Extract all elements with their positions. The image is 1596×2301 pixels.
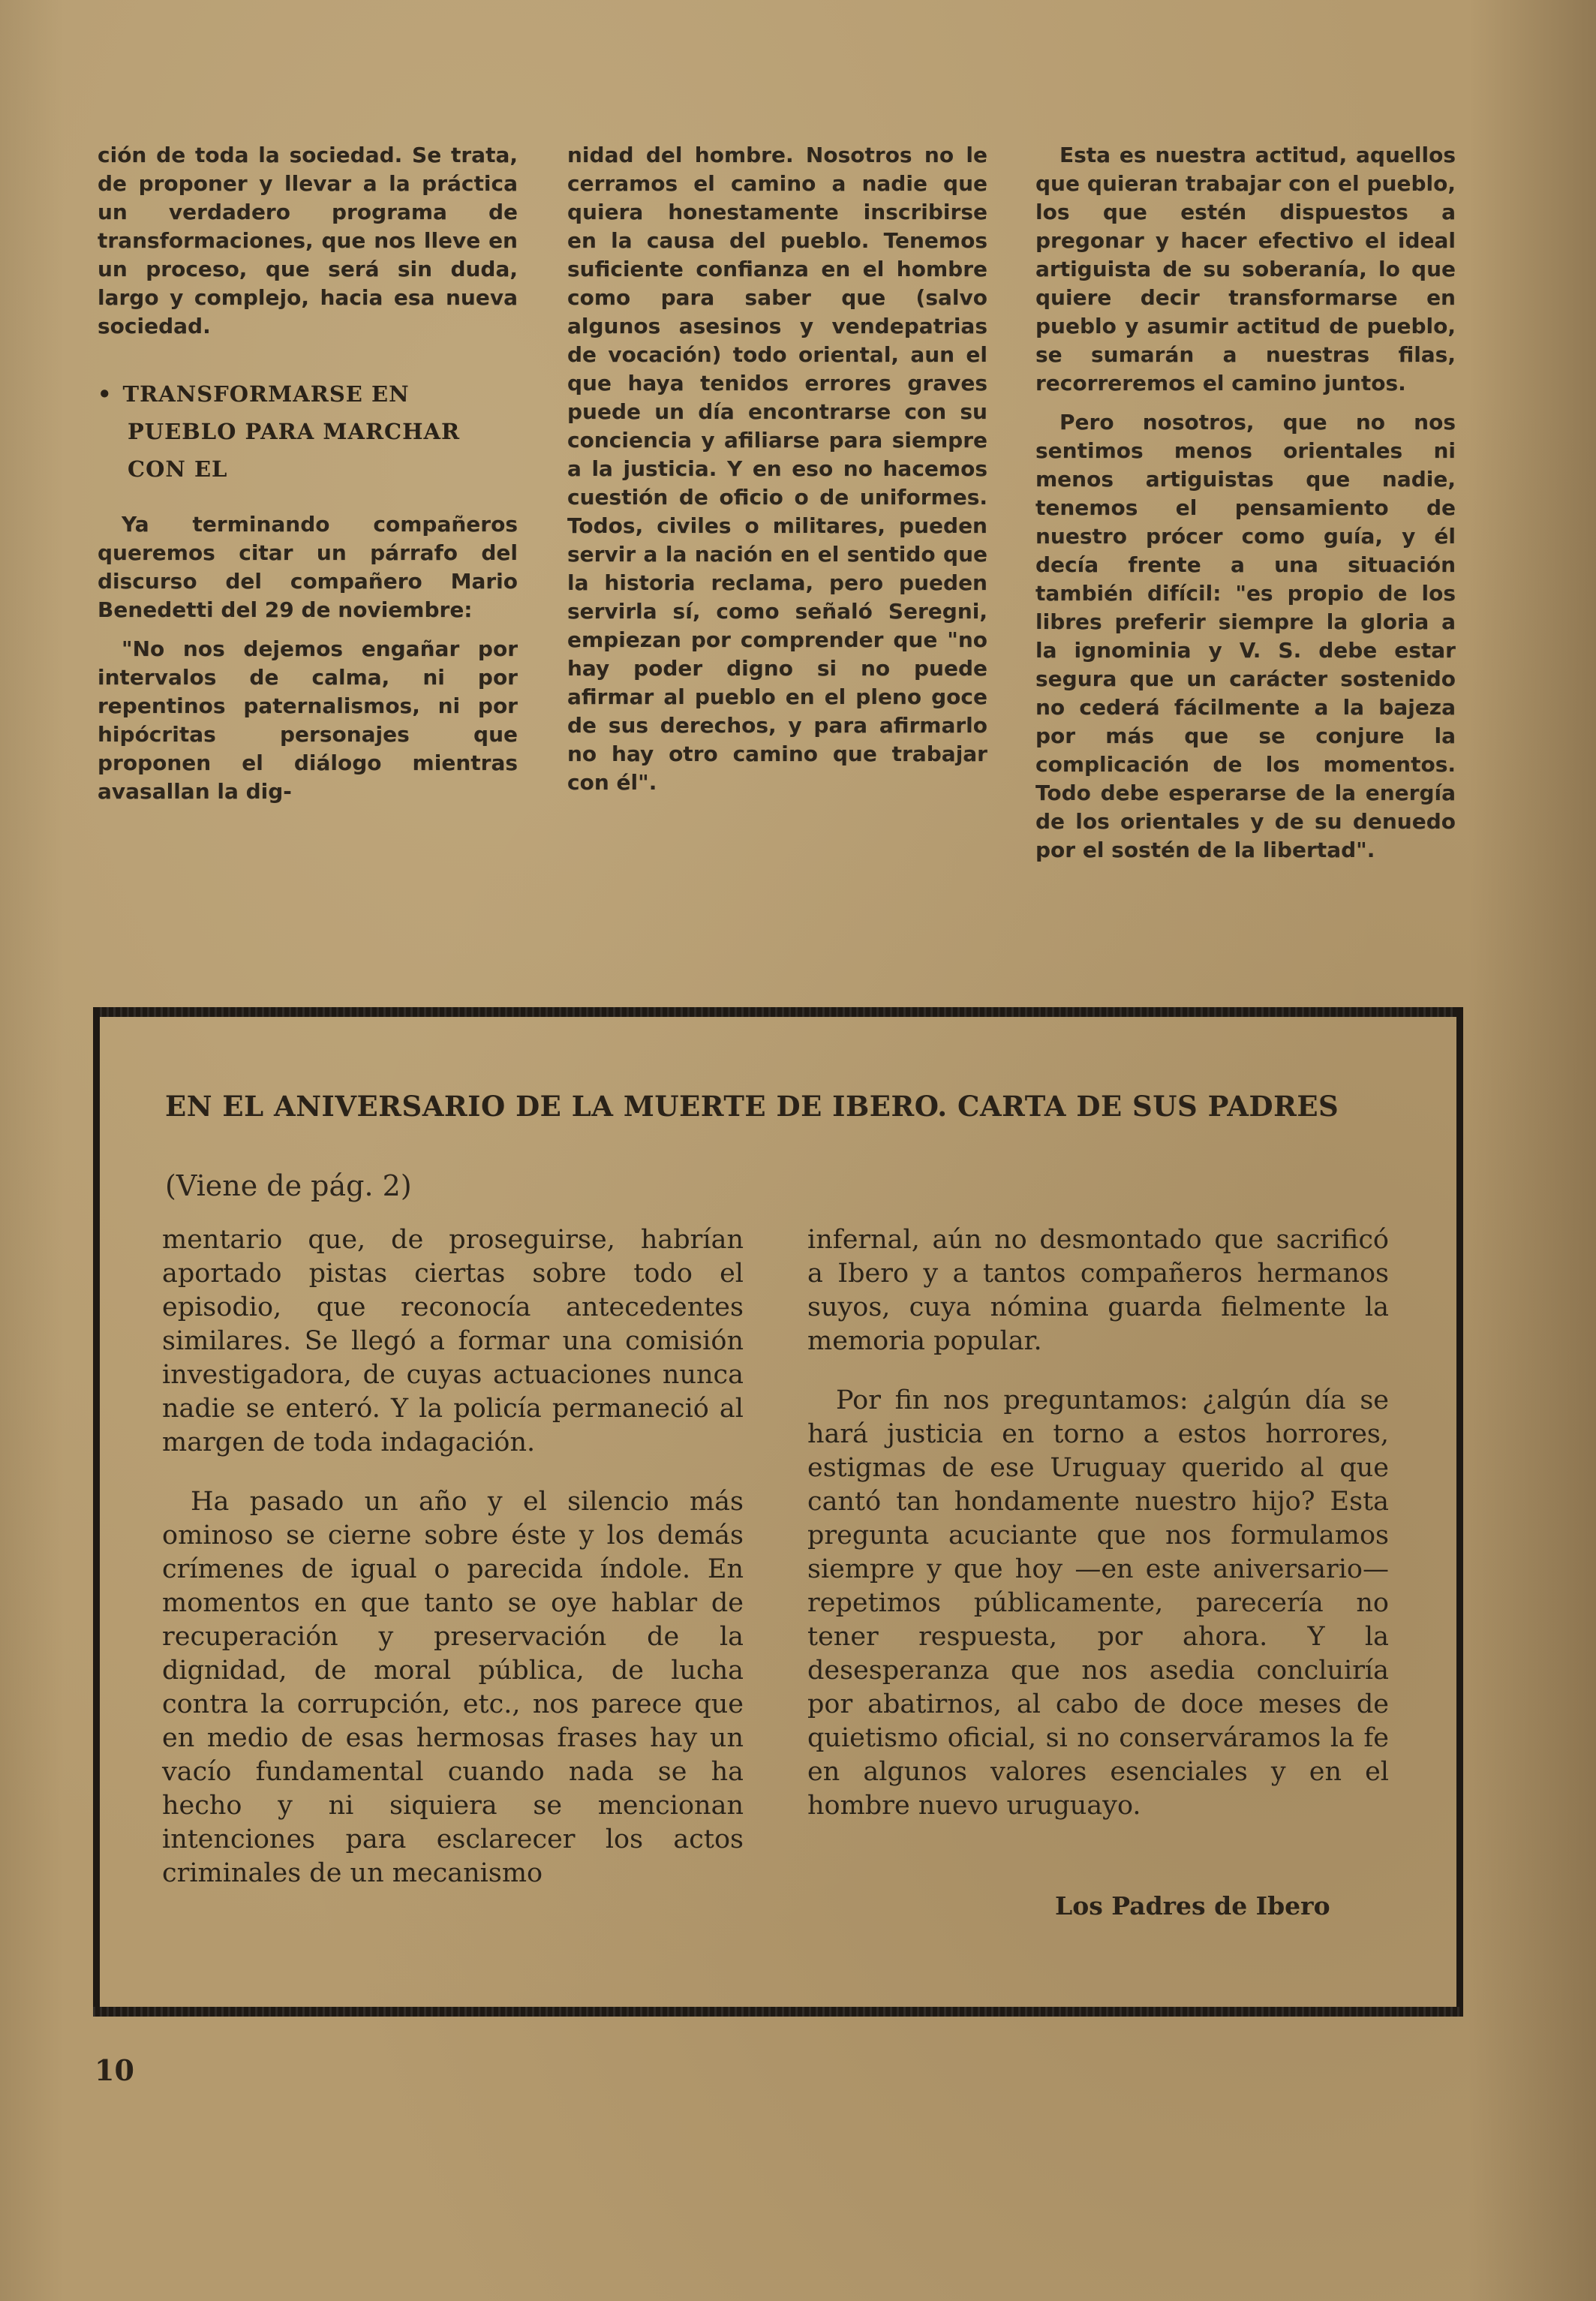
paragraph: Esta es nuestra actitud, aquellos que quieran trabajar con el pueblo, los que estén dispuestos a pregonar y hacer efectivo el ideal artiguista de su soberanía, lo que quiere decir transformarse en pueblo y asumir actitud de pueblo, se sumarán a nuestras filas, recorreremos el camino juntos. — [1035, 143, 1456, 396]
paragraph: Pero nosotros, que no nos sentimos menos orientales ni menos artiguistas que nadie, tenemos el pensamiento de nuestro prócer como guía, y él decía frente a una situación también difícil: "es propio de los libres preferir siempre la gloria a la ignominia y V. S. debe estar segura que un carácter sostenido no cederá fácilmente a la bajeza por más que se conjure la complicación de los momentos. Todo debe esperarse de la energía de los orientales y de su denuedo por el sostén de la libertad". — [1035, 410, 1456, 862]
paragraph: Ha pasado un año y el silencio más ominoso se cierne sobre éste y los demás crímenes de igual o parecida índole. En momentos en que tanto se oye hablar de recuperación y preservación de la dignidad, de moral pública, de lucha contra la corrupción, etc., nos parece que en medio de esas hermosas frases hay un vacío fundamental cuando nada se ha hecho y ni siquiera se mencionan intenciones para esclarecer los actos criminales de un mecanismo — [162, 1487, 744, 1888]
article-column-3 — [1035, 141, 1456, 875]
box-top-rule — [93, 1007, 1463, 1017]
paragraph: Ya terminando compañeros queremos citar un párrafo del discurso del compañero Mario Benedetti del 29 de noviembre: — [98, 512, 518, 622]
paragraph: "No nos dejemos engañar por intervalos de calma, ni por repentinos paternalismos, ni por hipócritas personajes que proponen el diálogo mientras avasallan la dig- — [98, 636, 518, 804]
article-column-2 — [567, 141, 987, 808]
subheading-line: CON EL — [128, 456, 228, 482]
bullet-icon: • — [98, 381, 113, 407]
letter-column-1 — [162, 1223, 744, 1916]
subheading-line: PUEBLO PARA MARCHAR — [128, 419, 461, 444]
letter-column-2 — [807, 1223, 1389, 1848]
paragraph: ción de toda la sociedad. Se trata, de proponer y llevar a la práctica un verdadero programa de transformaciones, que nos lleve en un proceso, que será sin duda, largo y complejo, hacia esa nueva sociedad. — [98, 143, 518, 338]
paragraph: Por fin nos preguntamos: ¿algún día se hará justicia en torno a estos horrores, estigmas de ese Uruguay querido al que cantó tan hondamente nuestro hijo? Esta pregunta acuciante que nos formulamos siempre y que hoy —en este aniversario— repetimos públicamente, parecería no tener respuesta, por ahora. Y la desesperanza que nos asedia concluiría por abatirnos, al cabo de doce meses de quietismo oficial, si no conserváramos la fe en algunos valores esenciales y en el hombre nuevo uruguayo. — [807, 1385, 1389, 1821]
box-left-border — [93, 1007, 100, 2017]
box-bottom-rule — [93, 2007, 1463, 2017]
subheading-line: TRANSFORMARSE EN — [122, 381, 410, 407]
paragraph: infernal, aún no desmontado que sacrificó a Ibero y a tantos compañeros hermanos suyos, cuya nómina guarda fielmente la memoria popular. — [807, 1225, 1389, 1356]
page-number: 10 — [95, 2053, 134, 2087]
paragraph: mentario que, de proseguirse, habrían aportado pistas ciertas sobre todo el episodio, que reconocía antecedentes similares. Se llegó a formar una comisión investigadora, de cuyas actuaciones nunca nadie se enteró. Y la policía permaneció al margen de toda indagación. — [162, 1225, 744, 1457]
box-title: EN EL ANIVERSARIO DE LA MUERTE DE IBERO. CARTA DE SUS PADRES — [165, 1090, 1339, 1123]
continued-from-note: (Viene de pág. 2) — [165, 1169, 412, 1202]
paragraph: nidad del hombre. Nosotros no le cerramos el camino a nadie que quiera honestamente inscribirse en la causa del pueblo. Tenemos suficiente confianza en el hombre como para saber que (salvo algunos asesinos y vendepatrias de vocación) todo oriental, aun el que haya tenidos errores graves puede un día encontrarse con su conciencia y afiliarse para siempre a la justicia. Y en eso no hacemos cuestión de oficio o de uniformes. Todos, civiles o militares, pueden servir a la nación en el sentido que la historia reclama, pero pueden servirla sí, como señaló Seregni, empiezan por comprender que "no hay poder digno si no puede afirmar al pueblo en el pleno goce de sus derechos, y para afirmarlo no hay otro camino que trabajar con él". — [567, 143, 987, 795]
box-right-border — [1456, 1007, 1463, 2017]
letter-signature: Los Padres de Ibero — [1055, 1891, 1330, 1921]
article-column-1 — [98, 141, 518, 817]
section-subheading — [98, 375, 518, 488]
